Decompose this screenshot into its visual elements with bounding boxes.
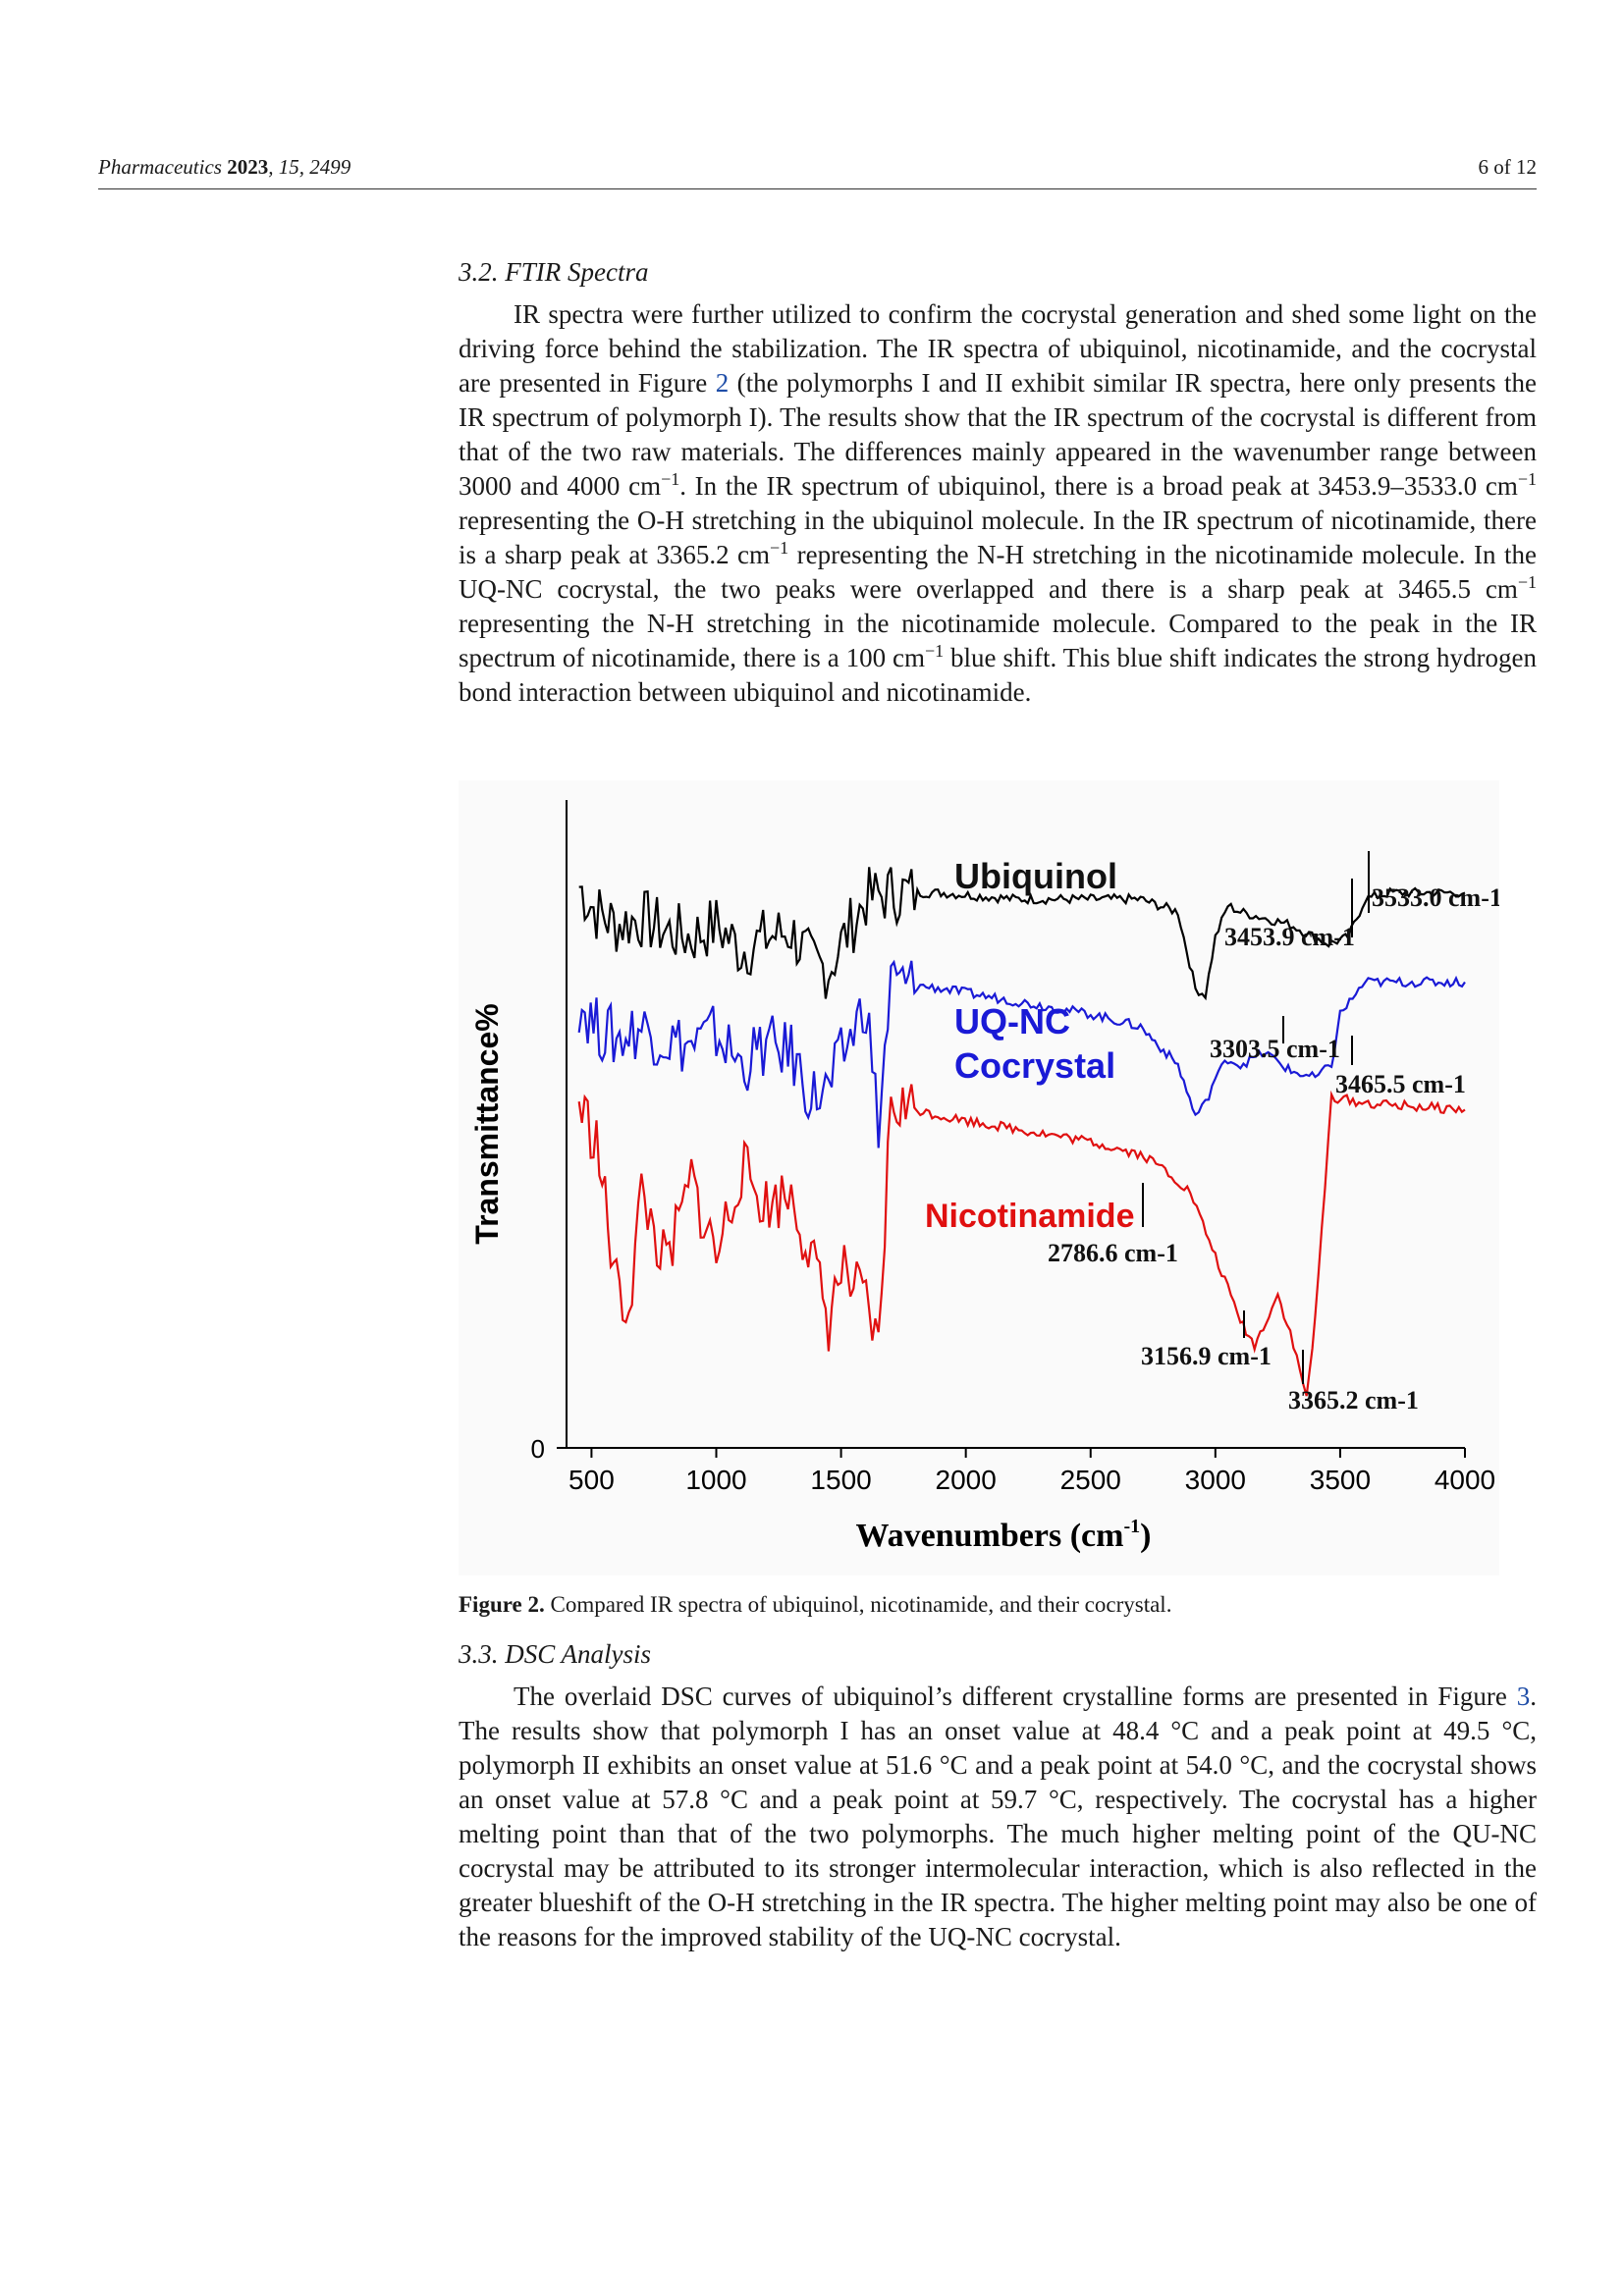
figure-caption: Figure 2. Compared IR spectra of ubiquinol, nicotinamide, and their cocrystal. bbox=[459, 1592, 1172, 1617]
x-tick-label-2500: 2500 bbox=[1059, 1465, 1121, 1495]
section-dsc bbox=[459, 1639, 1537, 1954]
page-header bbox=[98, 149, 1537, 189]
section-title-dsc: 3.3. DSC Analysis bbox=[459, 1639, 652, 1669]
journal-year: 2023 bbox=[227, 155, 269, 179]
ir-spectra-chart bbox=[459, 780, 1499, 1575]
peak-label-3453: 3453.9 cm-1 bbox=[1224, 923, 1355, 951]
y-tick-label-0: 0 bbox=[530, 1434, 545, 1464]
x-tick-label-2000: 2000 bbox=[935, 1465, 997, 1495]
dsc-paragraph: The overlaid DSC curves of ubiquinol’s different crystalline forms are presented in Figure 3. The results show that polymorph I has an onset value at 48.4 °C and a peak point at 49.5 °C, polymorph II exhibits an onset value at 51.6 °C and a peak point at 54.0 °C, and the cocrystal shows an onset value at 57.8 °C and a peak point at 59.7 °C, respectively. The cocrystal has a higher melting point than that of the two polymorphs. The much higher melting point of the QU-NC cocrystal may be attributed to its stronger intermolecular interaction, which is also reflected in the greater blueshift of the O-H stretching in the IR spectra. The higher melting point may also be one of the reasons for the improved stability of the UQ-NC cocrystal. bbox=[459, 1682, 1537, 1951]
y-axis-label: Transmittance% bbox=[469, 1003, 505, 1245]
x-tick-label-4000: 4000 bbox=[1434, 1465, 1496, 1495]
x-tick-label-1500: 1500 bbox=[810, 1465, 872, 1495]
figure-2 bbox=[459, 780, 1499, 1575]
legend-ubiquinol: Ubiquinol bbox=[954, 856, 1117, 896]
peak-label-2786: 2786.6 cm-1 bbox=[1048, 1239, 1178, 1267]
x-tick-label-3000: 3000 bbox=[1184, 1465, 1246, 1495]
section-ftir bbox=[459, 257, 1537, 710]
figure-2-link[interactable]: 2 bbox=[715, 368, 730, 398]
legend-cocrystal-line1: UQ-NC bbox=[954, 1001, 1070, 1041]
x-tick-label-500: 500 bbox=[568, 1465, 615, 1495]
ftir-paragraph: IR spectra were further utilized to confirm the cocrystal generation and shed some light on the driving force behind the stabilization. The IR spectra of ubiquinol, nicotinamide, and the cocrystal are presented in Figure 2 (the polymorphs I and II exhibit similar IR spectra, here only presents the IR spectrum of polymorph I). The results show that the IR spectrum of the cocrystal is different from that of the two raw materials. The differences mainly appeared in the wavenumber range between 3000 and 4000 $cm^{-1}$. In the IR spectrum of ubiquinol, there is a broad peak at 3453.9–3533.0 $cm^{-1}$ representing the O-H stretching in the ubiquinol molecule. In the IR spectrum of nicotinamide, there is a sharp peak at 3365.2 $cm^{-1}$ representing the N-H stretching in the nicotinamide molecule. In the UQ-NC cocrystal, the two peaks were overlapped and there is a sharp peak at 3465.5 $cm^{-1}$ representing the N-H stretching in the nicotinamide molecule. Compared to the peak in the IR spectrum of nicotinamide, there is a 100 $cm^{-1}$ blue shift. This blue shift indicates the strong hydrogen bond interaction between ubiquinol and nicotinamide. bbox=[459, 299, 1537, 707]
peak-label-3156: 3156.9 cm-1 bbox=[1141, 1342, 1272, 1370]
peak-label-3465: 3465.5 cm-1 bbox=[1335, 1070, 1466, 1098]
legend-cocrystal-line2: Cocrystal bbox=[954, 1045, 1116, 1086]
figure-3-link[interactable]: 3 bbox=[1516, 1682, 1531, 1711]
section-title-ftir: 3.2. FTIR Spectra bbox=[459, 257, 649, 287]
x-tick-label-1000: 1000 bbox=[685, 1465, 747, 1495]
figure-background bbox=[459, 780, 1499, 1575]
page-number: 6 of 12 bbox=[1478, 155, 1537, 179]
x-tick-label-3500: 3500 bbox=[1309, 1465, 1372, 1495]
legend-nicotinamide: Nicotinamide bbox=[925, 1198, 1135, 1235]
x-axis-label: Wavenumbers $(cm^{-1})$ bbox=[855, 1516, 1152, 1554]
peak-label-3365: 3365.2 cm-1 bbox=[1288, 1386, 1419, 1415]
peak-label-3533: 3533.0 cm-1 bbox=[1372, 883, 1499, 912]
peak-label-3303: 3303.5 cm-1 bbox=[1210, 1035, 1340, 1063]
journal-citation: Pharmaceutics 2023, 15, 2499 bbox=[98, 155, 352, 179]
